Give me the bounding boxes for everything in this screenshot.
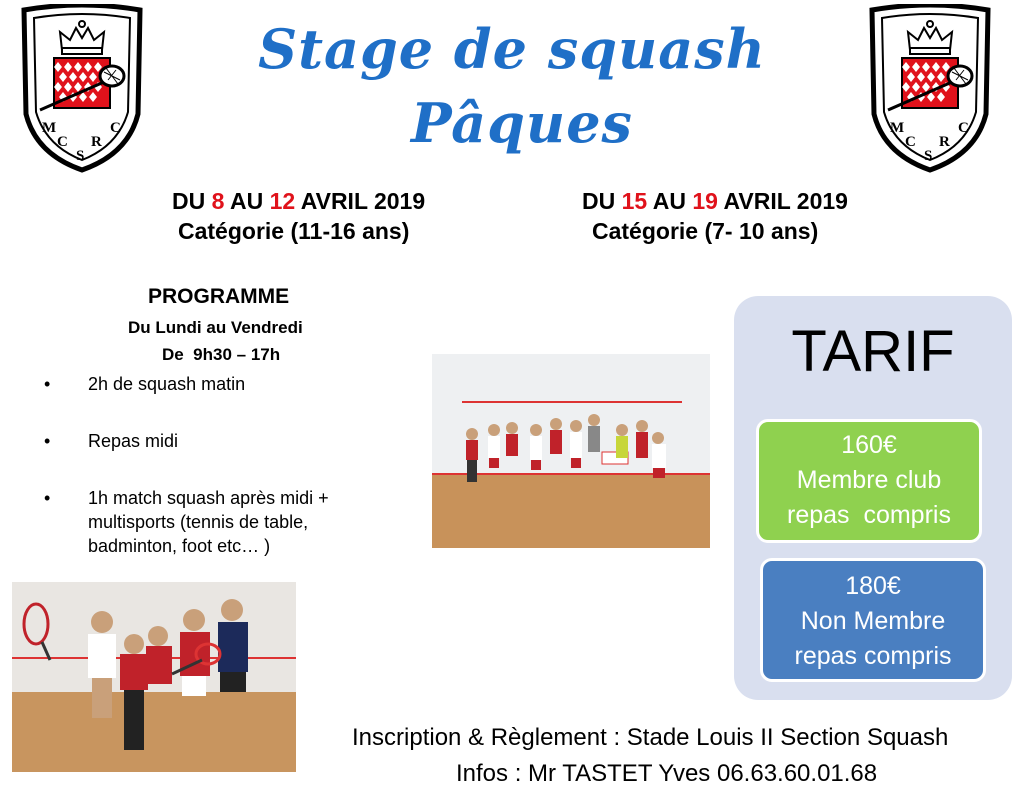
programme-list — [44, 372, 404, 591]
svg-text:M: M — [890, 120, 905, 136]
programme-item: • Repas midi — [44, 431, 179, 451]
svg-text:R: R — [91, 134, 102, 150]
tarif-title: TARIF — [791, 319, 955, 384]
players-photo — [12, 582, 296, 772]
session-2-dates: DU 15 AU 19 AVRIL 2019 — [582, 188, 848, 214]
session-2-start-day: 15 — [621, 188, 648, 214]
programme-heading: PROGRAMME — [148, 285, 290, 308]
svg-text:C: C — [958, 120, 969, 136]
session-1-category: Catégorie (11-16 ans) — [178, 218, 410, 244]
session-2 — [582, 186, 902, 246]
group-photo — [432, 354, 710, 548]
non-member-price: 180€ — [845, 572, 901, 600]
session-1-start-day: 8 — [211, 188, 225, 214]
svg-text:C: C — [110, 120, 121, 136]
svg-text:C: C — [905, 134, 916, 150]
bullet-icon: • — [44, 431, 51, 451]
session-2-end-day: 19 — [692, 188, 718, 214]
bullet-icon: • — [44, 488, 51, 508]
member-price: 160€ — [841, 431, 897, 459]
svg-text:R: R — [939, 134, 950, 150]
non-member-label: Non Membre — [800, 607, 946, 635]
programme-item: • 2h de squash matin — [44, 374, 246, 394]
title-line-2: Pâques — [411, 91, 633, 155]
contact-info: Infos : Mr TASTET Yves 06.63.60.01.68 — [456, 760, 878, 787]
member-price-box — [756, 419, 982, 543]
svg-text:S: S — [76, 148, 85, 164]
session-1-dates: DU 8 AU 12 AVRIL 2019 — [172, 188, 426, 214]
member-meal-note: repas compris — [787, 501, 951, 529]
bullet-icon: • — [44, 374, 51, 394]
session-1-end-day: 12 — [269, 188, 296, 214]
non-member-meal-note: repas compris — [794, 642, 952, 670]
non-member-price-box — [760, 558, 986, 682]
svg-text:C: C — [57, 134, 68, 150]
session-2-category: Catégorie (7- 10 ans) — [592, 218, 819, 244]
programme-hours: De 9h30 – 17h — [162, 345, 281, 364]
svg-text:M: M — [42, 120, 57, 136]
programme-days: Du Lundi au Vendredi — [128, 318, 303, 337]
registration-info: Inscription & Règlement : Stade Louis II Section Squash — [352, 724, 949, 751]
title-line-1: Stage de squash — [258, 17, 766, 81]
session-1 — [172, 186, 492, 246]
programme-item: • 1h match squash après midi + multisports (tennis de table, badminton, foot etc… ) — [44, 488, 329, 556]
svg-text:S: S — [924, 148, 933, 164]
member-label: Membre club — [796, 466, 942, 494]
